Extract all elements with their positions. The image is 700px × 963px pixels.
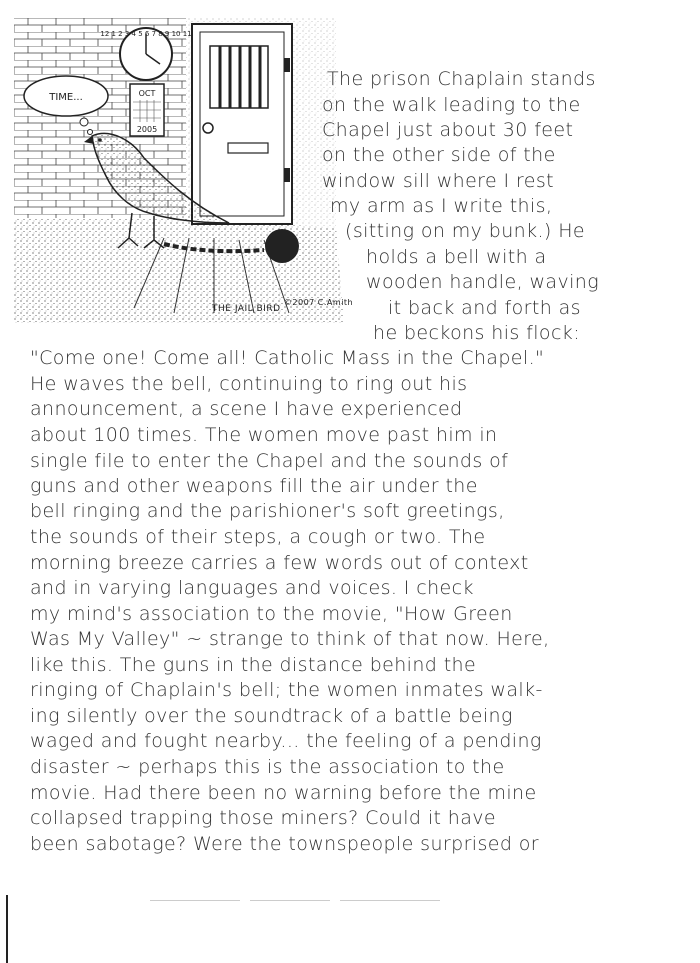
text-line: about 100 times. The women move past him in — [30, 424, 498, 446]
text-line: Was My Valley" ~ strange to think of that now. Here, — [30, 628, 550, 650]
text-line: window sill where I rest — [322, 170, 554, 192]
text-line: single file to enter the Chapel and the sounds of — [30, 450, 509, 472]
text-line: on the other side of the — [322, 144, 556, 166]
text-line: collapsed trapping those miners? Could it have — [30, 807, 497, 829]
caption-title: THE JAIL BIRD — [212, 304, 281, 314]
text-line: my mind's association to the movie, "How Green — [30, 603, 513, 625]
text-line: ing silently over the soundtrack of a battle being — [30, 705, 513, 727]
text-line: announcement, a scene I have experienced — [30, 398, 463, 420]
illustration-caption — [212, 298, 354, 314]
scan-artifact — [150, 900, 240, 901]
text-line: on the walk leading to the — [322, 94, 581, 116]
text-line: disaster ~ perhaps this is the association to the — [30, 756, 505, 778]
text-line: morning breeze carries a few words out of context — [30, 552, 529, 574]
clock-numerals: 12 1 2 3 4 5 6 7 8 9 10 11 — [100, 30, 192, 38]
svg-text:2005: 2005 — [136, 125, 158, 134]
text-line: my arm as I write this, — [330, 195, 553, 217]
text-line: He waves the bell, continuing to ring out his — [30, 373, 468, 395]
scan-artifact — [340, 900, 440, 901]
text-line: bell ringing and the parishioner's soft greetings, — [30, 500, 505, 522]
text-line: ringing of Chaplain's bell; the women inmates walk- — [30, 679, 543, 701]
text-line: The prison Chaplain stands — [327, 68, 596, 90]
text-line: it back and forth as — [388, 297, 581, 319]
text-line: and in varying languages and voices. I check — [30, 577, 474, 599]
scan-edge-line — [6, 895, 8, 963]
text-line: been sabotage? Were the townspeople surprised or — [30, 833, 539, 855]
caption-credit: ©2007 C.Amith — [283, 298, 354, 307]
jail-bird-illustration — [14, 18, 344, 328]
bubble-text: TIME... — [49, 92, 83, 103]
scan-artifact — [250, 900, 330, 901]
text-line: holds a bell with a — [366, 246, 547, 268]
text-line: he beckons his flock: — [373, 322, 580, 344]
text-line: movie. Had there been no warning before the mine — [30, 782, 537, 804]
text-line: "Come one! Come all! Catholic Mass in the Chapel." — [30, 347, 545, 369]
text-line: the sounds of their steps, a cough or two. The — [30, 526, 486, 548]
text-line: (sitting on my bunk.) He — [345, 220, 585, 242]
wall-calendar — [130, 84, 164, 136]
text-line: Chapel just about 30 feet — [322, 119, 574, 141]
text-line: guns and other weapons fill the air under the — [30, 475, 478, 497]
svg-text:OCT: OCT — [138, 89, 156, 98]
text-line: wooden handle, waving — [366, 271, 600, 293]
text-line: waged and fought nearby... the feeling of a pending — [30, 730, 542, 752]
text-line: like this. The guns in the distance behind the — [30, 654, 477, 676]
cell-door — [192, 24, 292, 224]
